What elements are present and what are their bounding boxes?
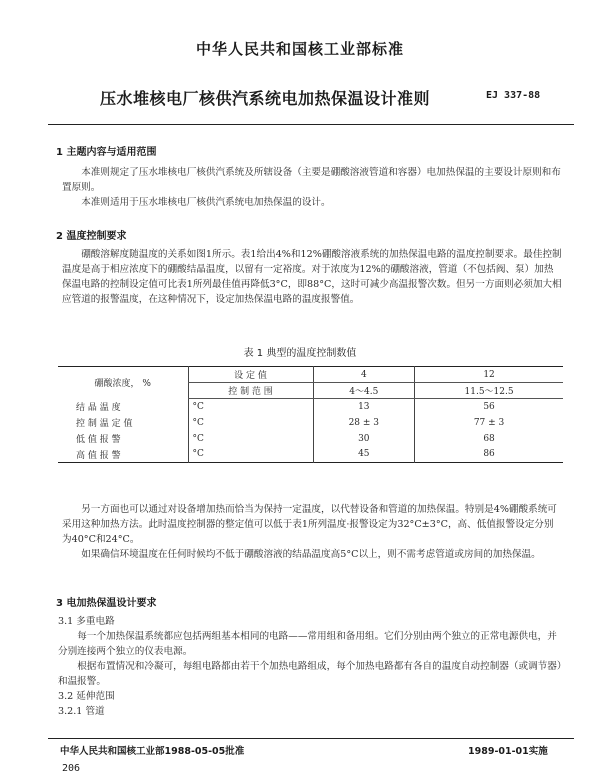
section-3-paragraph-2: 根据布置情况和冷凝可，每组电路都由若干个加热电路组成，每个加热电路都有各自的温度自动控制器（或调节器）和温报警。 (58, 661, 562, 687)
range-12: 11.5～12.5 (415, 383, 563, 399)
value-4: 28 ± 3 (313, 415, 415, 431)
set-value-label: 设 定 值 (188, 367, 313, 383)
row-label: 结 晶 温 度 (76, 403, 121, 413)
subsection-3-2-1-heading: 3.2.1 管道 (58, 706, 105, 717)
section-3-heading: 3 电加热保温设计要求 (56, 598, 157, 609)
approval-date: 中华人民共和国核工业部1988-05-05批准 (60, 746, 245, 757)
section-2-paragraph-2: 另一方面也可以通过对设备增加热而恰当为保持一定温度，以代替设备和管道的加热保温。特别是4%硼酸系统可采用这种加热方法。此时温度控制器的整定值可以低于表1所列温度·报警设定为32°C±3°C，高、低值报警设定分别为40°C和24°C。 (62, 504, 557, 545)
temperature-control-table (58, 366, 563, 463)
row-label: 控 制 温 定 值 (76, 419, 133, 429)
table-row (58, 431, 563, 447)
table-caption: 表 1 典型的温度控制数值 (243, 348, 357, 359)
section-1-heading: 1 主题内容与适用范围 (56, 147, 157, 158)
header-rule (48, 124, 574, 125)
row-label: 低 值 报 警 (76, 435, 121, 445)
section-3-body (58, 614, 562, 719)
section-2-paragraph-1: 硼酸溶解度随温度的关系如图1所示。表1给出4%和12%硼酸溶液系统的加热保温电路的温度控制要求。最佳控制温度是高于相应浓度下的硼酸结晶温度，以留有一定裕度。对于浓度为12%的硼酸溶液，管道（不包括阀、泵）加热保温电路的控制设定值可比表1所列最佳值再降低3°C，即88°C，这时可减少高温报警次数。但另一方面则必须加大相应管道的报警温度，在这种情况下，设定加热保温电路的温度报警值。 (62, 249, 562, 305)
section-2-continued (62, 502, 562, 562)
section-2-body (62, 247, 562, 307)
value-4: 30 (313, 431, 415, 447)
page-number: 206 (62, 763, 81, 774)
table-row (58, 415, 563, 431)
subsection-3-2-heading: 3.2 延伸范围 (58, 691, 115, 702)
section-1-paragraph-2: 本准则适用于压水堆核电厂核供汽系统电加热保温的设计。 (81, 197, 331, 208)
col-12-header: 12 (415, 367, 563, 383)
row-unit: °C (188, 399, 313, 415)
row-unit: °C (188, 447, 313, 463)
control-range-label: 控 制 范 围 (188, 383, 313, 399)
section-3-paragraph-1: 每一个加热保温系统都应包括两组基本相同的电路——常用组和备用组。它们分别由两个独立的正常电源供电，并分别连接两个独立的仪表电源。 (58, 631, 557, 657)
section-1-paragraph-1: 本准则规定了压水堆核电厂核供汽系统及所辖设备（主要是硼酸溶液管道和容器）电加热保温的主要设计原则和布置原则。 (62, 167, 561, 193)
table-row (58, 447, 563, 463)
range-4: 4～4.5 (313, 383, 415, 399)
row-unit: °C (188, 415, 313, 431)
value-4: 13 (313, 399, 415, 415)
footer-rule (48, 738, 574, 739)
value-4: 45 (313, 447, 415, 463)
document-title: 压水堆核电厂核供汽系统电加热保温设计准则 (100, 89, 431, 108)
standard-body-header: 中华人民共和国核工业部标准 (195, 40, 404, 58)
value-12: 56 (415, 399, 563, 415)
subsection-3-1-heading: 3.1 多重电路 (58, 616, 115, 627)
standard-code: EJ 337-88 (486, 90, 541, 101)
effective-date: 1989-01-01实施 (468, 746, 548, 757)
row-unit: °C (188, 431, 313, 447)
value-12: 77 ± 3 (415, 415, 563, 431)
section-2-heading: 2 温度控制要求 (56, 231, 127, 242)
value-12: 86 (415, 447, 563, 463)
value-12: 68 (415, 431, 563, 447)
section-2-paragraph-3: 如果确信环境温度在任何时候均不低于硼酸溶液的结晶温度高5°C以上，则不需考虑管道或房间的加热保温。 (81, 549, 541, 560)
row-header-cell: 硼酸浓度， % (94, 379, 151, 390)
section-1-body (62, 165, 562, 210)
row-label: 高 值 报 警 (76, 450, 121, 461)
col-4-header: 4 (313, 367, 415, 383)
table-row (58, 399, 563, 415)
